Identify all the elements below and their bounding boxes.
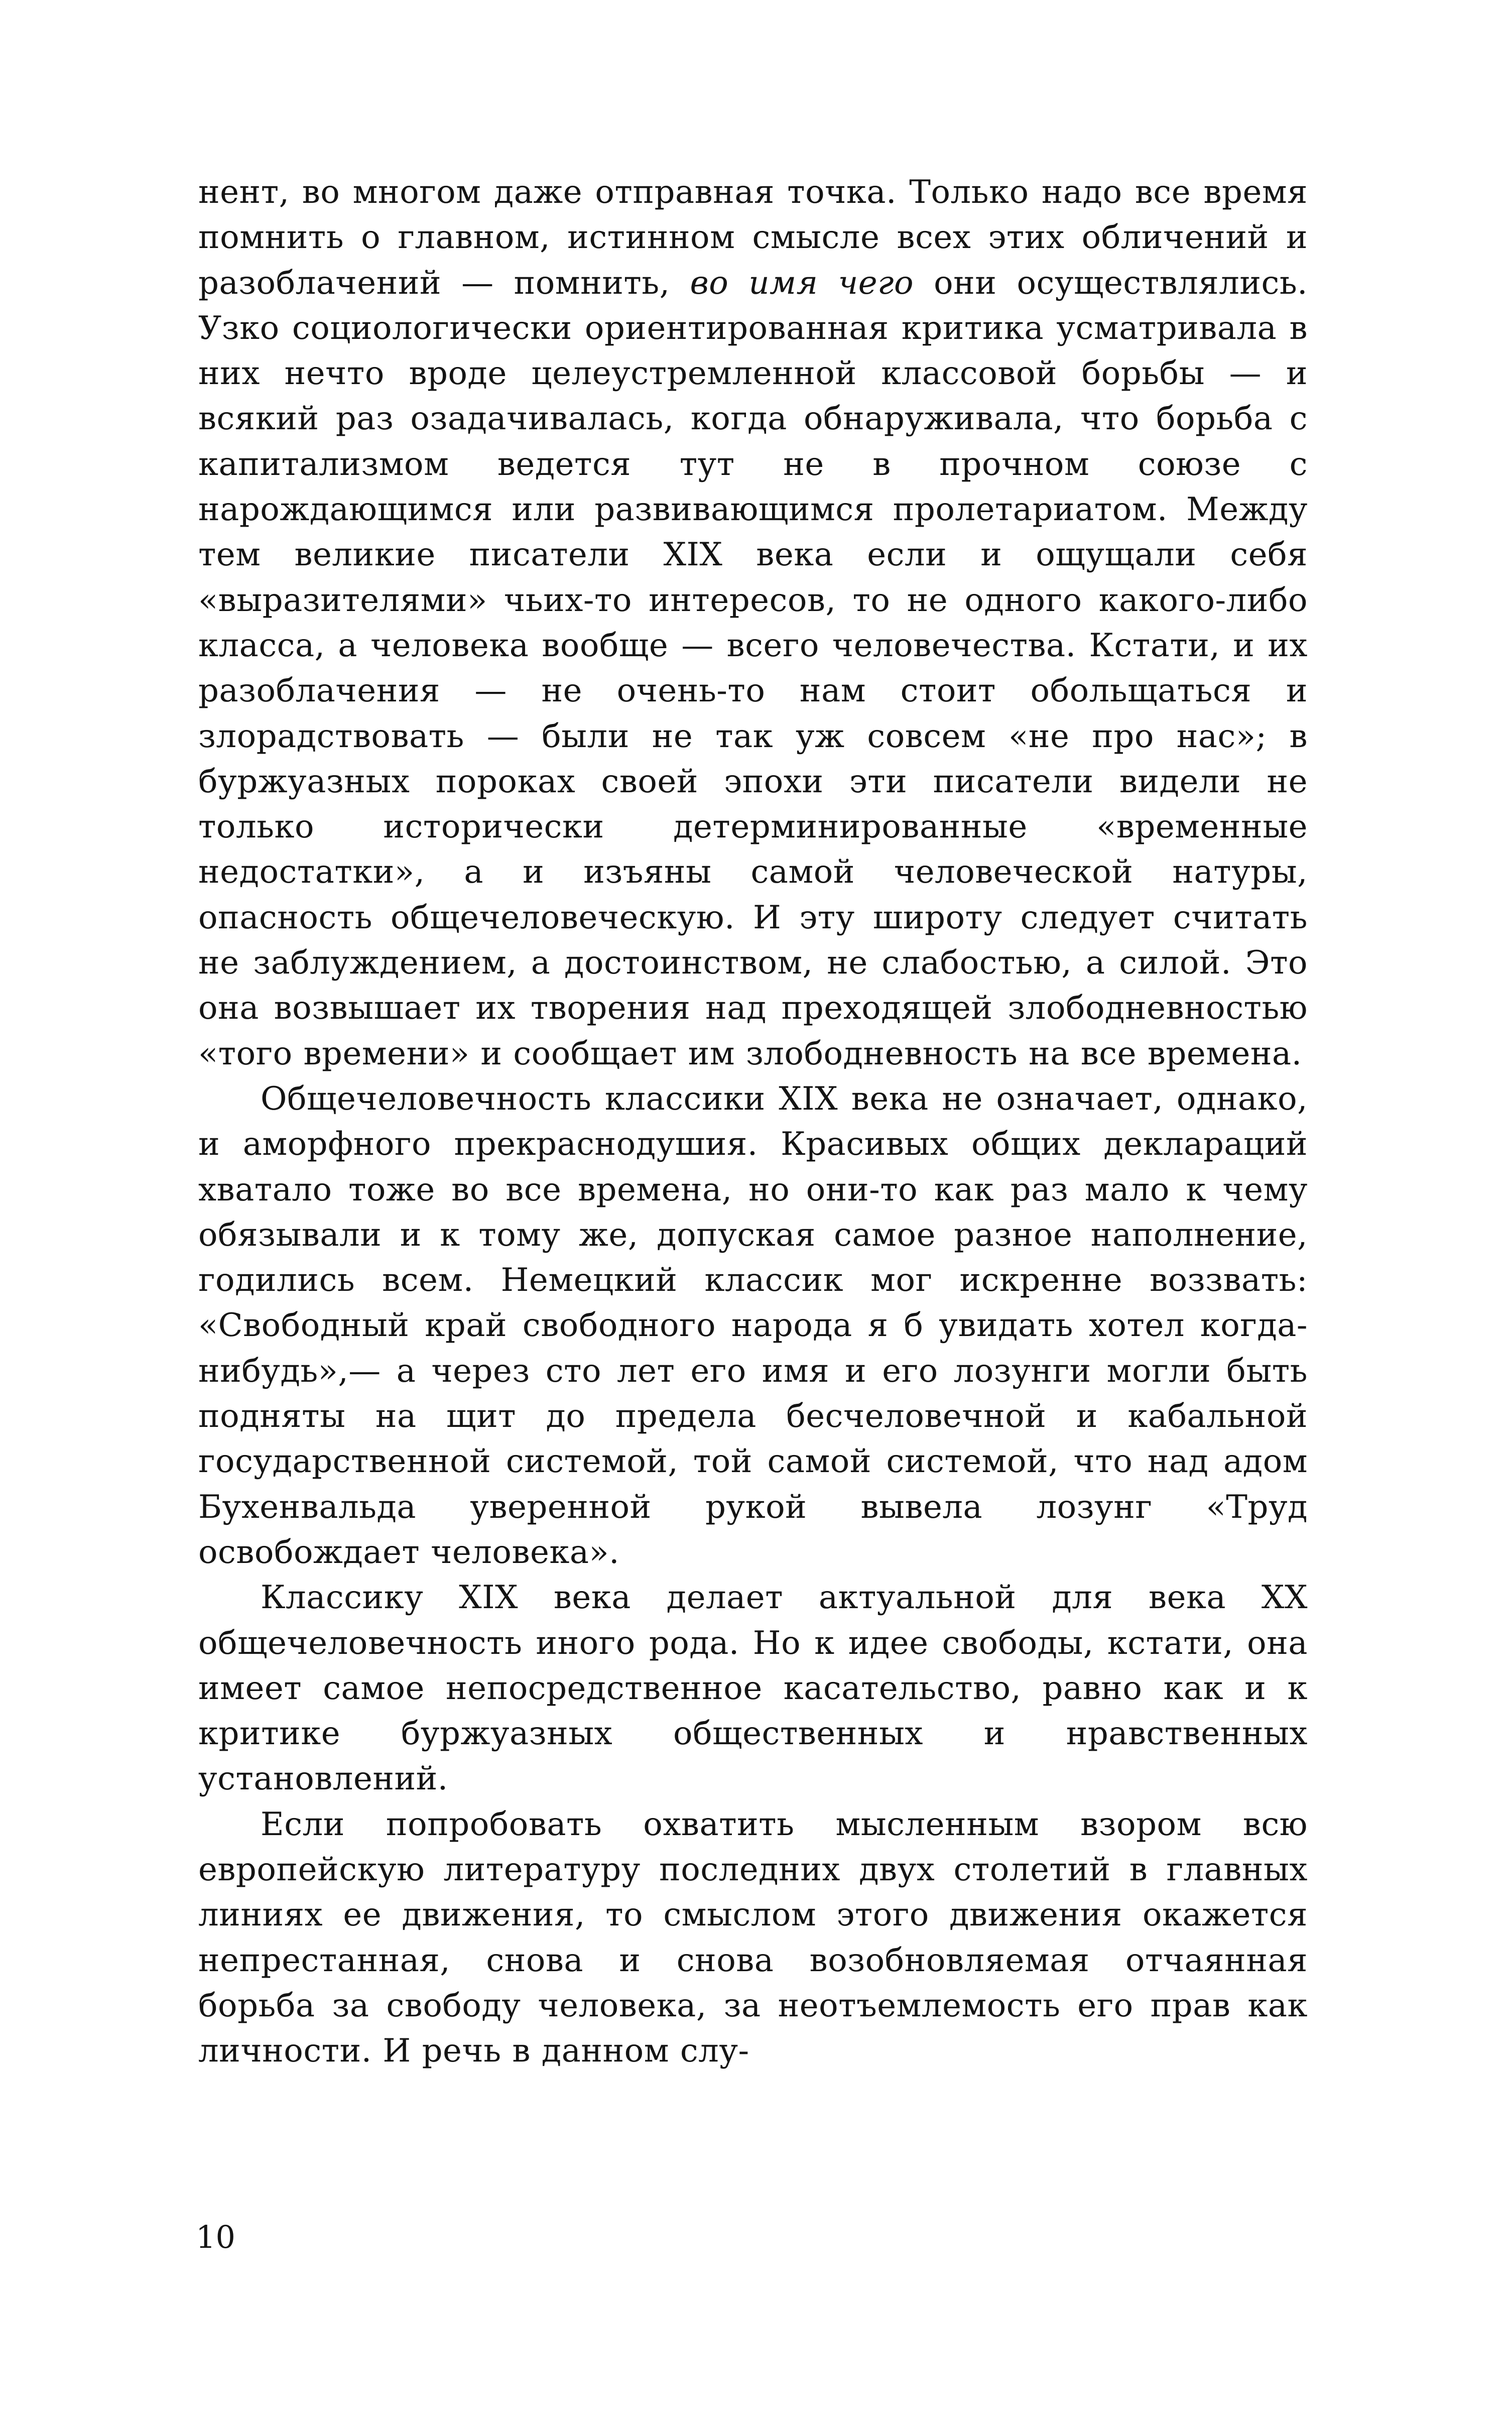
paragraph-3: Классику XIX века делает актуальной для века XX общечеловечность иного рода. Но к идее свободы, кстати, она имеет самое непосредственное касательство, равно как и к критике буржуазных общественных и нравственных установлений. [198, 1579, 1308, 1798]
paragraph-2: Общечеловечность классики XIX века не означает, однако, и аморфного прекраснодушия. Красивых общих деклараций хватало тоже во все времена, но они-то как раз мало к чему обязывали и к тому же, допуская самое разное наполнение, годились всем. Немецкий классик мог искренне воззвать: «Свободный край свободного народа я б увидать хотел когда-нибудь»,— а через сто лет его имя и его лозунги могли быть подняты на щит до предела бесчеловечной и кабальной государственной системой, той самой системой, что над адом Бухенвальда уверенной рукой вывела лозунг «Труд освобождает человека». [198, 1080, 1308, 1571]
paragraph-1-closing-text: они осуществлялись. Узко социологически ориентированная критика усматривала в них нечто вроде целеустремленной классовой борьбы — и всякий раз озадачивалась, когда обнаруживала, что борьба с капитализмом ведется тут не в прочном союзе с нарождающимся или развивающимся пролетариатом. Между тем великие писатели XIX века если и ощущали себя «выразителями» чьих-то интересов, то не одного какого-либо класса, а человека вообще — всего человечества. Кстати, и их разоблачения — не очень-то нам стоит обольщаться и злорадствовать — были не так уж совсем «не про нас»; в буржуазных пороках своей эпохи эти писатели видели не только исторически детерминированные «временные недостатки», а и изъяны самой человеческой натуры, опасность общечеловеческую. И эту широту следует считать не заблуждением, а достоинством, не слабостью, а силой. Это она возвышает их творения над преходящей злободневностью «того времени» и сообщает им злободневность на все времена. [198, 264, 1308, 1072]
page-number: 10 [196, 2219, 235, 2255]
paragraph-4: Если попробовать охватить мысленным взором всю европейскую литературу последних двух столетий в главных линиях ее движения, то смыслом этого движения окажется непрестанная, снова и снова возобновляемая отчаянная борьба за свободу человека, за неотъемлемость его прав как личности. И речь в данном слу- [198, 1805, 1308, 2070]
page-text [198, 170, 1308, 2074]
paragraph-1-emphasis: во имя чего [690, 264, 914, 302]
paragraph-1 [198, 170, 1308, 1076]
paragraph-1-opening-text: нент, во многом даже отправная точка. Только надо все время помнить о главном, истинном смысле всех этих обличений и разоблачений — помнить, [198, 174, 1308, 302]
